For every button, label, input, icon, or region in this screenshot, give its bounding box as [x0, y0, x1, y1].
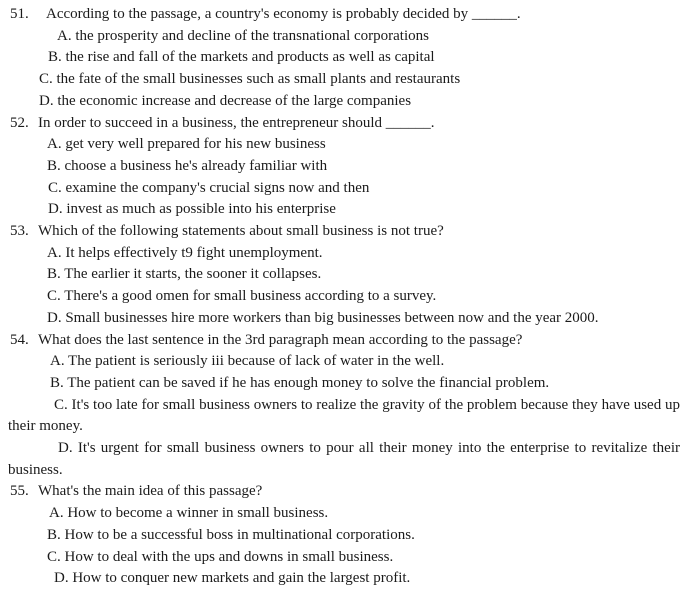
- question-number: 52.: [10, 114, 29, 131]
- option-line-c: C. examine the company's crucial signs now and then: [48, 179, 370, 196]
- question-block-51: [8, 4, 680, 113]
- question-line: [8, 221, 680, 243]
- option-paragraph-d: D. It's urgent for small business owners to pour all their money into the enterprise to revitalize their business.: [8, 440, 680, 478]
- option-line-d: D. the economic increase and decrease of the large companies: [39, 92, 412, 109]
- option-line-b: B. choose a business he's already familiar with: [47, 157, 328, 174]
- question-number: 51.: [10, 6, 29, 22]
- option-line-c: C. How to deal with the ups and downs in small business.: [47, 548, 394, 565]
- question-block-52: [8, 113, 680, 222]
- question-number: 55.: [10, 483, 29, 500]
- option-line-d: D. How to conquer new markets and gain the largest profit.: [54, 570, 411, 587]
- question-block-55: [8, 481, 680, 590]
- option-line-c: C. the fate of the small businesses such as small plants and restaurants: [39, 71, 461, 88]
- question-number: 53.: [10, 223, 29, 240]
- option-line-a: A. the prosperity and decline of the transnational corporations: [57, 27, 429, 44]
- option-line-a: A. get very well prepared for his new business: [47, 136, 326, 153]
- question-text: Which of the following statements about small business is not true?: [38, 223, 444, 240]
- option-line-d: D. invest as much as possible into his enterprise: [48, 201, 336, 218]
- option-line-a: A. How to become a winner in small business.: [49, 505, 329, 522]
- question-block-53: [8, 221, 680, 330]
- option-line-a: A. The patient is seriously iii because of lack of water in the well.: [50, 353, 445, 370]
- option-line-c: C. There's a good omen for small business according to a survey.: [47, 288, 437, 305]
- option-paragraph-c: C. It's too late for small business owners to realize the gravity of the problem because they have used up their money.: [8, 396, 680, 435]
- question-text: In order to succeed in a business, the entrepreneur should ______.: [38, 114, 435, 131]
- option-line-b: B. The earlier it starts, the sooner it collapses.: [47, 266, 322, 283]
- option-line-b: B. the rise and fall of the markets and products as well as capital: [48, 49, 435, 66]
- option-line-b: B. How to be a successful boss in multinational corporations.: [47, 526, 415, 543]
- option-line-d: D. Small businesses hire more workers than big businesses between now and the year 2000.: [47, 309, 599, 326]
- question-text: According to the passage, a country's economy is probably decided by ______.: [46, 6, 521, 22]
- question-text: What's the main idea of this passage?: [38, 483, 263, 500]
- question-line: [8, 330, 680, 352]
- question-block-54: [8, 330, 680, 482]
- question-number: 54.: [10, 331, 29, 348]
- option-line-b: B. The patient can be saved if he has enough money to solve the financial problem.: [50, 374, 550, 391]
- question-line: [8, 481, 680, 503]
- option-line-a: A. It helps effectively t9 fight unemployment.: [47, 244, 323, 261]
- question-line: [8, 4, 680, 26]
- question-text: What does the last sentence in the 3rd paragraph mean according to the passage?: [38, 331, 523, 348]
- question-line: [8, 113, 680, 135]
